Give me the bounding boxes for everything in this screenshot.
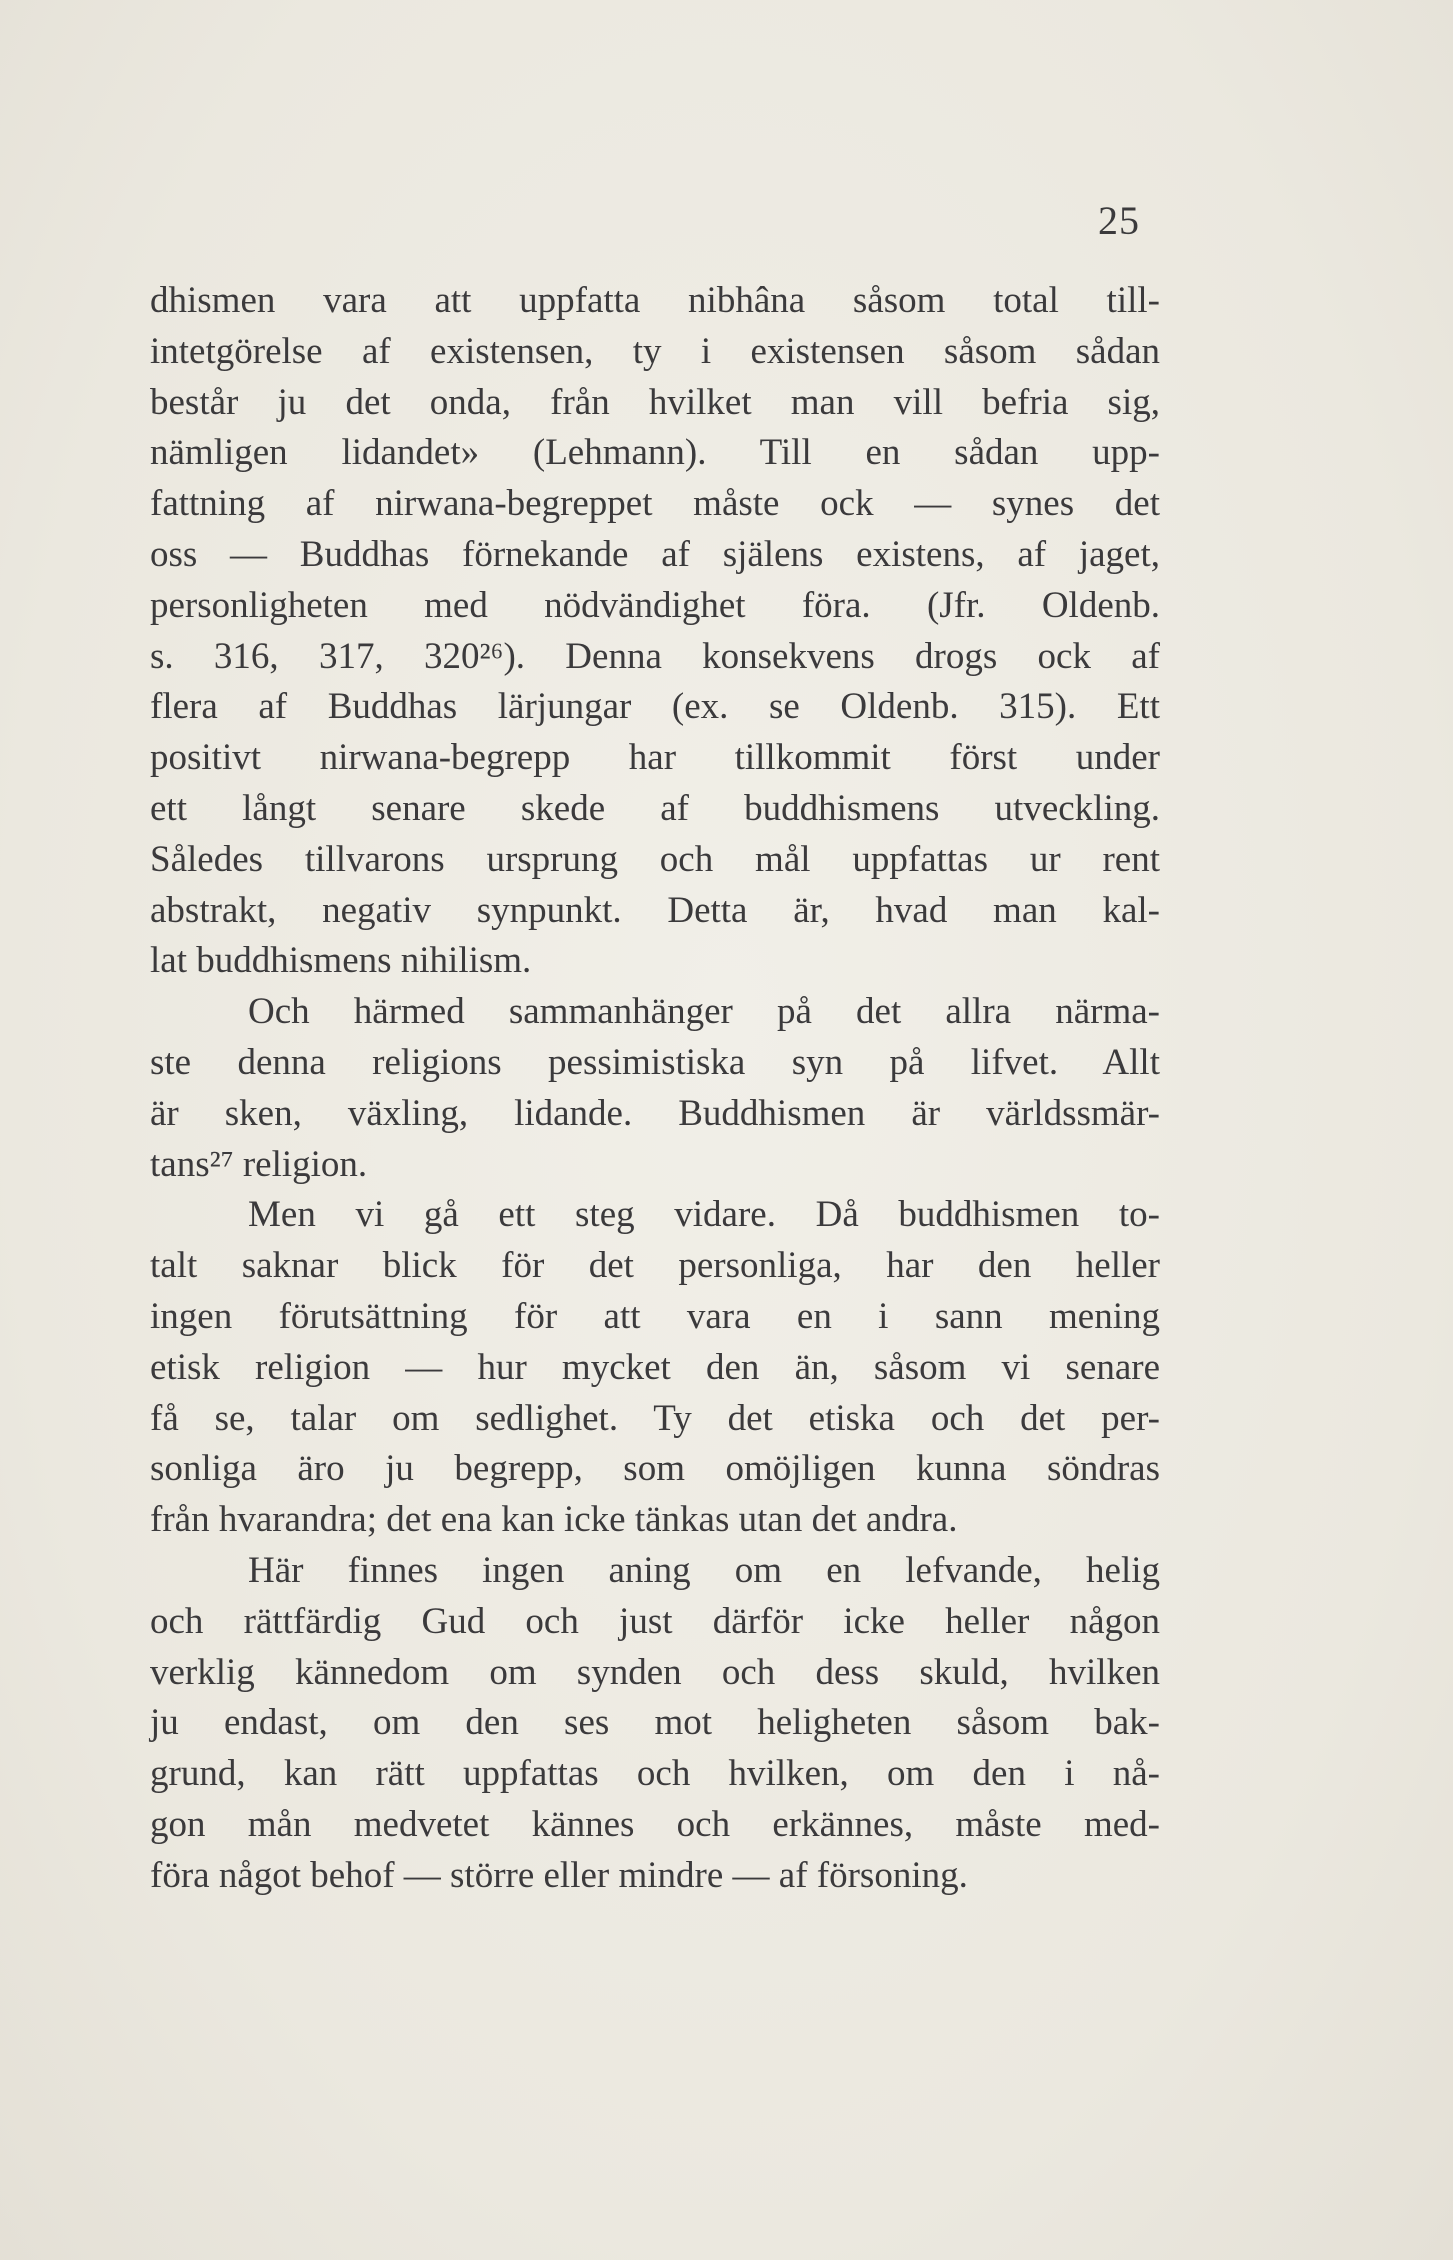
text-line: och rättfärdig Gud och just därför icke heller någon [150,1600,1160,1642]
text-line: intetgörelse af existensen, ty i existensen såsom sådan [150,330,1160,372]
text-line: sonliga äro ju begrepp, som omöjligen kunna söndras [150,1448,1160,1490]
text-line: gon mån medvetet kännes och erkännes, måste med- [150,1803,1160,1845]
text-line: få se, talar om sedlighet. Ty det etiska och det per- [150,1397,1160,1439]
page-number: 25 [1098,198,1140,243]
text-line: består ju det onda, från hvilket man vill befria sig, [150,381,1160,423]
text-line: oss — Buddhas förnekande af själens existens, af jaget, [150,533,1160,575]
text-line: föra något behof — större eller mindre — af försoning. [150,1854,968,1896]
text-line: från hvarandra; det ena kan icke tänkas utan det andra. [150,1499,958,1541]
text-line: ste denna religions pessimistiska syn på lifvet. Allt [150,1041,1160,1083]
text-line: lat buddhismens nihilism. [150,940,532,982]
text-line: talt saknar blick för det personliga, har den heller [150,1245,1160,1287]
text-line: nämligen lidandet» (Lehmann). Till en sådan upp- [150,432,1160,474]
text-line: fattning af nirwana-begreppet måste ock — synes det [150,483,1160,525]
text-line: Således tillvarons ursprung och mål uppfattas ur rent [150,838,1160,880]
body-text [150,276,1160,1902]
text-line: Här finnes ingen aning om en lefvande, helig [248,1549,1160,1591]
text-line: positivt nirwana-begrepp har tillkommit först under [150,737,1160,779]
text-line: abstrakt, negativ synpunkt. Detta är, hvad man kal- [150,889,1160,931]
text-line: Och härmed sammanhänger på det allra närma- [248,991,1160,1033]
text-line: tans²⁷ religion. [150,1143,368,1185]
text-line: dhismen vara att uppfatta nibhâna såsom total till- [150,280,1160,321]
text-line: är sken, växling, lidande. Buddhismen är världssmär- [150,1092,1160,1134]
text-line: etisk religion — hur mycket den än, såsom vi senare [150,1346,1160,1388]
text-line: Men vi gå ett steg vidare. Då buddhismen to- [248,1194,1160,1236]
text-line: s. 316, 317, 320²⁶). Denna konsekvens drogs ock af [150,635,1160,677]
text-line: ett långt senare skede af buddhismens utveckling. [150,787,1160,829]
text-line: ju endast, om den ses mot heligheten såsom bak- [150,1702,1160,1744]
text-line: verklig kännedom om synden och dess skuld, hvilken [150,1651,1160,1693]
text-line: flera af Buddhas lärjungar (ex. se Oldenb. 315). Ett [150,686,1160,728]
text-line: ingen förutsättning för att vara en i sann mening [150,1295,1160,1337]
text-line: grund, kan rätt uppfattas och hvilken, om den i nå- [150,1753,1160,1795]
text-line: personligheten med nödvändighet föra. (Jfr. Oldenb. [150,584,1160,626]
